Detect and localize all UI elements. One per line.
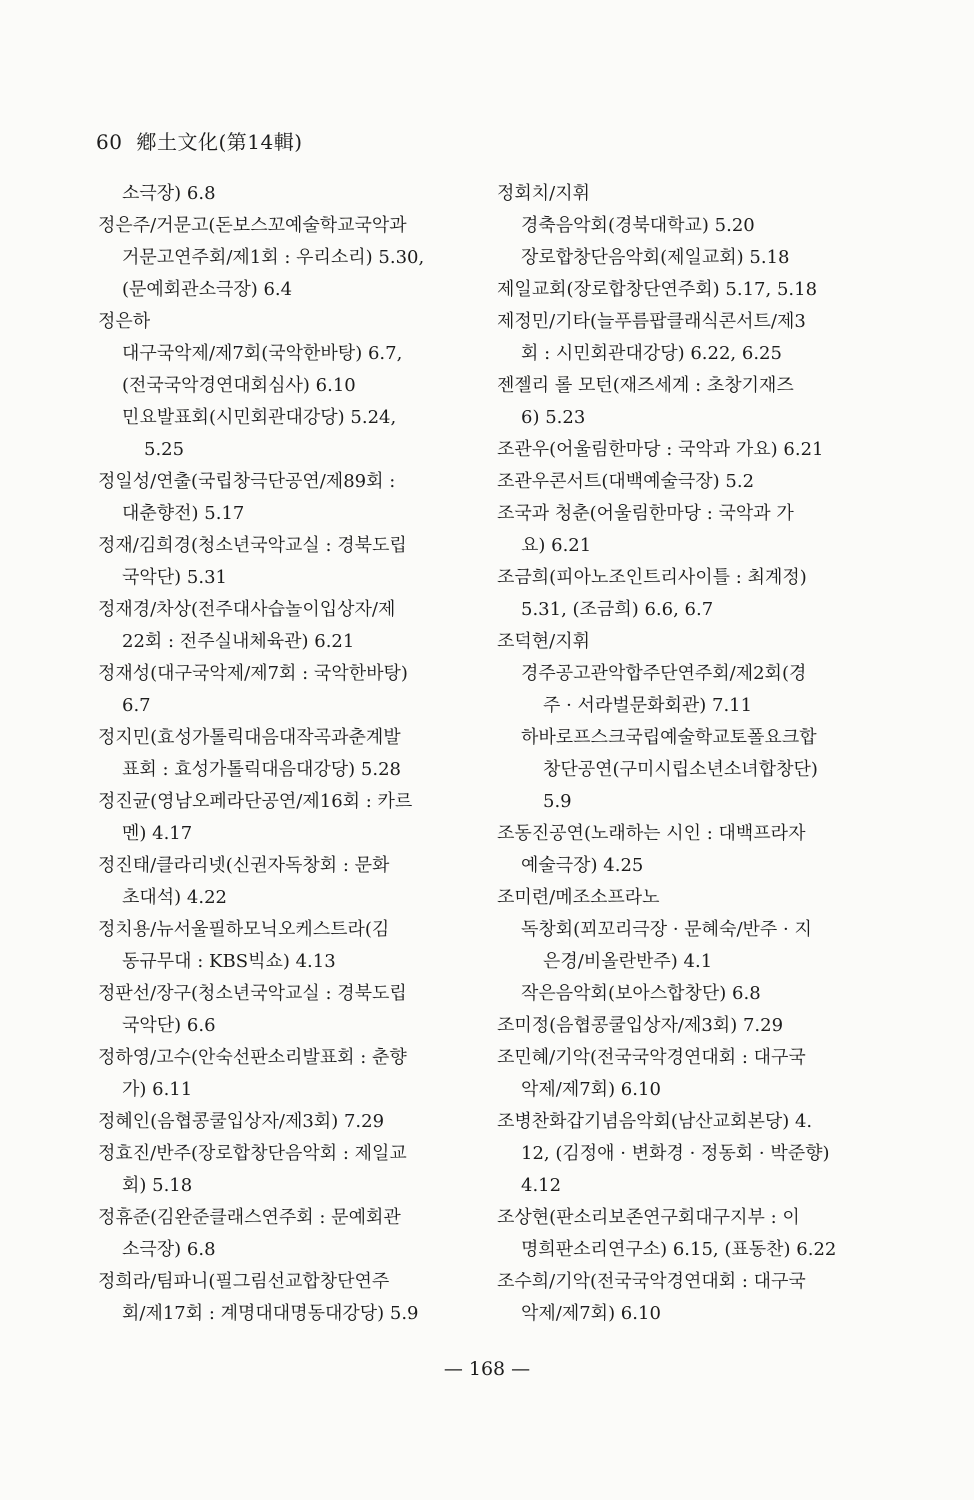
index-entry: 정판선/장구(청소년국악교실 : 경북도립 (98, 983, 407, 1004)
index-entry-continuation: 명희판소리연구소) 6.15, (표동찬) 6.22 (521, 1239, 837, 1260)
index-entry-continuation: 5.9 (543, 791, 572, 812)
header-page-number: 60 (96, 130, 123, 154)
index-entry-continuation: 4.12 (521, 1175, 562, 1196)
index-entry-continuation: 소극장) 6.8 (122, 183, 216, 204)
index-entry-continuation: 주 · 서라벌문화회관) 7.11 (543, 695, 753, 716)
index-entry-continuation: 경주공고관악합주단연주회/제2회(경 (521, 663, 807, 684)
index-entry: 조관우콘서트(대백예술극장) 5.2 (497, 471, 755, 492)
index-entry-continuation: 22회 : 전주실내체육관) 6.21 (122, 631, 355, 652)
index-entry: 조국과 청춘(어울림한마당 : 국악과 가 (497, 503, 794, 524)
index-entry-continuation: 요) 6.21 (521, 535, 592, 556)
index-entry-continuation: 회/제17회 : 계명대대명동대강당) 5.9 (122, 1303, 419, 1324)
index-entry: 정치용/뉴서울필하모닉오케스트라(김 (98, 919, 390, 940)
index-entry-continuation: 창단공연(구미시립소년소녀합창단) (543, 759, 818, 780)
index-entry: 정재/김희경(청소년국악교실 : 경북도립 (98, 535, 407, 556)
index-entry: 조동진공연(노래하는 시인 : 대백프라자 (497, 823, 806, 844)
index-entry: 정일성/연출(국립창극단공연/제89회 : (98, 471, 396, 492)
index-entry: 조수희/기악(전국국악경연대회 : 대구국 (497, 1271, 806, 1292)
index-entry: 정진균(영남오페라단공연/제16회 : 카르 (98, 791, 413, 812)
index-entry-continuation: 표회 : 효성가톨릭대음대강당) 5.28 (122, 759, 401, 780)
index-entry-continuation: 6) 5.23 (521, 407, 586, 428)
page-footer-number: — 168 — (443, 1358, 531, 1380)
index-entry: 조금희(피아노조인트리사이틀 : 최계정) (497, 567, 807, 588)
index-entry: 정회치/지휘 (497, 183, 591, 204)
index-entry: 조관우(어울림한마당 : 국악과 가요) 6.21 (497, 439, 824, 460)
index-entry: 정희라/팀파니(필그림선교합창단연주 (98, 1271, 390, 1292)
index-entry: 정은주/거문고(돈보스꼬예술학교국악과 (98, 215, 407, 236)
index-entry: 조미련/메조소프라노 (497, 887, 660, 908)
index-entry: 정휴준(김완준클래스연주회 : 문예회관 (98, 1207, 401, 1228)
index-entry-continuation: 민요발표회(시민회관대강당) 5.24, (122, 407, 397, 428)
index-entry-continuation: 6.7 (122, 695, 151, 716)
index-entry: 조덕현/지휘 (497, 631, 591, 652)
index-entry: 제정민/기타(늘푸름팝클래식콘서트/제3 (497, 311, 806, 332)
index-entry: 정효진/반주(장로합창단음악회 : 제일교 (98, 1143, 407, 1164)
index-entry-continuation: 국악단) 5.31 (122, 567, 227, 588)
index-entry-continuation: 장로합창단음악회(제일교회) 5.18 (521, 247, 790, 268)
index-entry: 정재성(대구국악제/제7회 : 국악한바탕) (98, 663, 408, 684)
index-entry: 정지민(효성가톨릭대음대작곡과춘계발 (98, 727, 401, 748)
index-entry-continuation: 예술극장) 4.25 (521, 855, 644, 876)
index-column-left (98, 178, 490, 1330)
index-entry-continuation: 12, (김정애 · 변화경 · 정동회 · 박준향) (521, 1143, 830, 1164)
index-entry-continuation: (문예회관소극장) 6.4 (122, 279, 293, 300)
index-entry: 조미정(음협콩쿨입상자/제3회) 7.29 (497, 1015, 784, 1036)
index-entry-continuation: 악제/제7회) 6.10 (521, 1303, 661, 1324)
journal-title: 鄕土文化(第14輯) (136, 130, 303, 154)
index-entry-continuation: 소극장) 6.8 (122, 1239, 216, 1260)
index-entry: 조민혜/기악(전국국악경연대회 : 대구국 (497, 1047, 806, 1068)
index-entry: 젠젤리 롤 모턴(재즈세계 : 초창기재즈 (497, 375, 794, 396)
index-entry: 정진태/클라리넷(신권자독창회 : 문화 (98, 855, 390, 876)
index-entry-continuation: 독창회(꾀꼬리극장 · 문혜숙/반주 · 지 (521, 919, 812, 940)
index-entry-continuation: 가) 6.11 (122, 1079, 193, 1100)
index-entry-continuation: 대구국악제/제7회(국악한바탕) 6.7, (122, 343, 403, 364)
index-entry: 정혜인(음협콩쿨입상자/제3회) 7.29 (98, 1111, 385, 1132)
index-entry-continuation: (전국국악경연대회심사) 6.10 (122, 375, 356, 396)
index-entry-continuation: 5.25 (144, 439, 185, 460)
index-entry-continuation: 대춘향전) 5.17 (122, 503, 245, 524)
index-entry-continuation: 악제/제7회) 6.10 (521, 1079, 661, 1100)
running-header (96, 126, 303, 155)
index-entry: 조병찬화갑기념음악회(남산교회본당) 4. (497, 1111, 813, 1132)
index-entry: 제일교회(장로합창단연주회) 5.17, 5.18 (497, 279, 818, 300)
index-entry-continuation: 경축음악회(경북대학교) 5.20 (521, 215, 755, 236)
index-entry-continuation: 은경/비올란반주) 4.1 (543, 951, 713, 972)
index-entry-continuation: 거문고연주회/제1회 : 우리소리) 5.30, (122, 247, 425, 268)
index-entry: 정재경/차상(전주대사습놀이입상자/제 (98, 599, 396, 620)
index-entry-continuation: 동규무대 : KBS빅쇼) 4.13 (122, 951, 336, 972)
index-entry: 조상현(판소리보존연구회대구지부 : 이 (497, 1207, 800, 1228)
index-entry-continuation: 회) 5.18 (122, 1175, 193, 1196)
index-entry: 정은하 (98, 311, 151, 332)
index-entry-continuation: 초대석) 4.22 (122, 887, 227, 908)
index-entry-continuation: 회 : 시민회관대강당) 6.22, 6.25 (521, 343, 782, 364)
index-entry-continuation: 5.31, (조금희) 6.6, 6.7 (521, 599, 714, 620)
index-column-right (497, 178, 889, 1330)
index-entry: 정하영/고수(안숙선판소리발표회 : 춘향 (98, 1047, 407, 1068)
index-entry-continuation: 국악단) 6.6 (122, 1015, 216, 1036)
index-entry-continuation: 멘) 4.17 (122, 823, 193, 844)
index-entry-continuation: 하바로프스크국립예술학교토폴요크합 (521, 727, 817, 748)
index-entry-continuation: 작은음악회(보아스합창단) 6.8 (521, 983, 761, 1004)
